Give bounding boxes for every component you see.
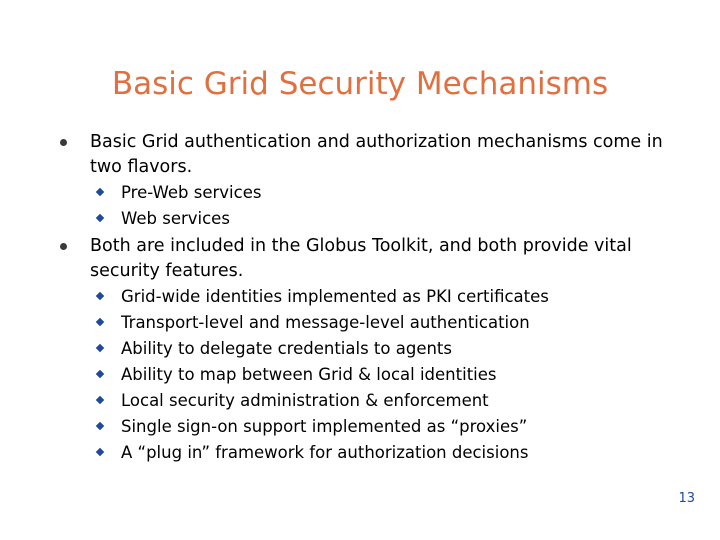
bullet-item: [60, 130, 680, 180]
sub-bullet-item: [97, 362, 697, 388]
diamond-bullet-icon: [96, 292, 104, 300]
sub-bullet-item: [97, 206, 697, 232]
sub-bullet-text: Ability to delegate credentials to agents: [121, 339, 452, 358]
bullet-item: [60, 234, 680, 284]
sub-bullet-text: Grid-wide identities implemented as PKI certificates: [121, 287, 549, 306]
bullet-text: Basic Grid authentication and authorization mechanisms come in two flavors.: [90, 132, 663, 177]
diamond-bullet-icon: [96, 188, 104, 196]
diamond-bullet-icon: [96, 318, 104, 326]
bullet-dot-icon: [60, 243, 67, 250]
sub-bullet-item: [97, 284, 697, 310]
sub-bullet-item: [97, 336, 697, 362]
sub-bullet-item: [97, 388, 697, 414]
sub-bullet-text: Single sign-on support implemented as “proxies”: [121, 417, 528, 436]
sub-bullet-text: Local security administration & enforcement: [121, 391, 489, 410]
sub-bullet-text: Pre-Web services: [121, 183, 262, 202]
diamond-bullet-icon: [96, 214, 104, 222]
sub-bullet-text: Transport-level and message-level authentication: [121, 313, 530, 332]
bullet-text: Both are included in the Globus Toolkit, and both provide vital security features.: [90, 236, 632, 281]
diamond-bullet-icon: [96, 422, 104, 430]
sub-bullet-text: Web services: [121, 209, 230, 228]
sub-bullet-item: [97, 440, 697, 466]
bullet-dot-icon: [60, 139, 67, 146]
diamond-bullet-icon: [96, 448, 104, 456]
slide-title: Basic Grid Security Mechanisms: [111, 66, 609, 102]
diamond-bullet-icon: [96, 370, 104, 378]
sub-bullet-item: [97, 180, 697, 206]
sub-bullet-item: [97, 414, 697, 440]
diamond-bullet-icon: [96, 396, 104, 404]
page-number: 13: [678, 491, 695, 506]
sub-bullet-item: [97, 310, 697, 336]
diamond-bullet-icon: [96, 344, 104, 352]
sub-bullet-text: A “plug in” framework for authorization decisions: [121, 443, 529, 462]
sub-bullet-text: Ability to map between Grid & local identities: [121, 365, 497, 384]
